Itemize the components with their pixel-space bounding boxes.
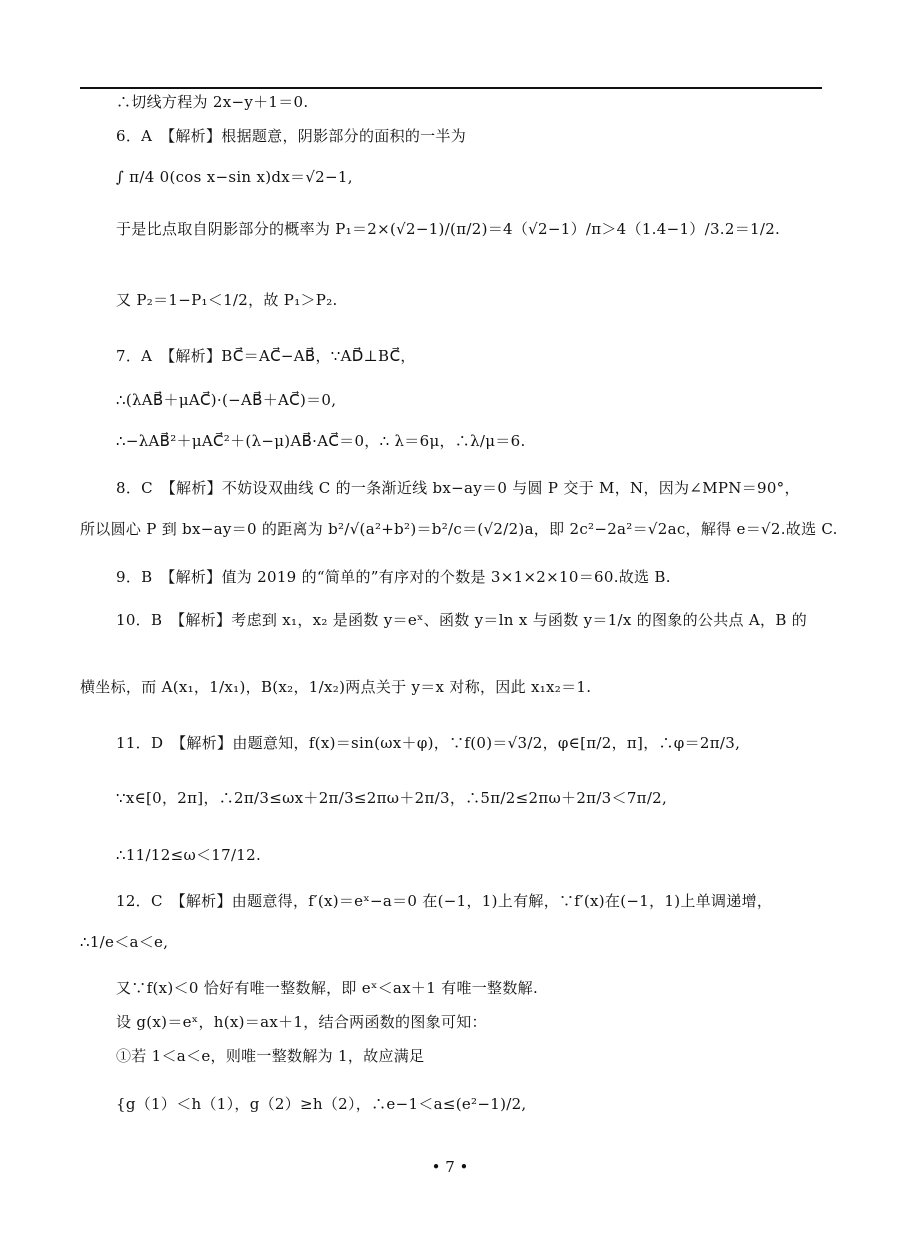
text-line: 10．B 【解析】考虑到 x₁，x₂ 是函数 y＝eˣ、函数 y＝ln x 与函数 y＝1/x 的图象的公共点 A，B 的 — [116, 611, 808, 629]
text-line: ∫ π/4 0(cos x−sin x)dx＝√2−1, — [116, 168, 353, 186]
text-line: ∴(λAB⃗＋μAC⃗)·(−AB⃗＋AC⃗)＝0, — [116, 391, 337, 409]
text-line: 又 P₂＝1−P₁＜1/2，故 P₁＞P₂. — [116, 291, 338, 309]
text-line: 12．C 【解析】由题意得，f′(x)＝eˣ−a＝0 在(−1，1)上有解，∵f′(x)在(−1，1)上单调递增， — [116, 892, 773, 910]
text-line: ①若 1＜a＜e，则唯一整数解为 1，故应满足 — [116, 1047, 425, 1065]
text-line: ∴11/12≤ω＜17/12. — [116, 846, 262, 864]
text-line: 7．A 【解析】BC⃗＝AC⃗−AB⃗，∵AD⃗⊥BC⃗， — [116, 347, 416, 365]
text-line: 设 g(x)＝eˣ，h(x)＝ax＋1，结合两函数的图象可知： — [116, 1013, 487, 1031]
text-line: 8．C 【解析】不妨设双曲线 C 的一条渐近线 bx−ay＝0 与圆 P 交于 M，N，因为∠MPN＝90°， — [116, 479, 800, 497]
text-line: ∴−λAB⃗²＋μAC⃗²＋(λ−μ)AB⃗·AC⃗＝0，∴ λ＝6μ，∴λ/μ＝6. — [116, 432, 526, 450]
text-line: 11．D 【解析】由题意知，f(x)＝sin(ωx＋φ)，∵f(0)＝√3/2，φ∈[π/2，π]，∴φ＝2π/3, — [116, 734, 741, 752]
text-line: 又∵f(x)＜0 恰好有唯一整数解，即 eˣ＜ax＋1 有唯一整数解. — [116, 979, 539, 997]
page-number: • 7 • — [431, 1158, 469, 1176]
text-line: 6．A 【解析】根据题意，阴影部分的面积的一半为 — [116, 127, 467, 145]
header-rule — [80, 87, 822, 89]
text-line: 横坐标，而 A(x₁，1/x₁)，B(x₂，1/x₂)两点关于 y＝x 对称，因此 x₁x₂＝1. — [80, 678, 592, 696]
text-line: 9．B 【解析】值为 2019 的“简单的”有序对的个数是 3×1×2×10＝60.故选 B. — [116, 568, 671, 586]
text-line: {g（1）＜h（1），g（2）≥h（2），∴e−1＜a≤(e²−1)/2, — [116, 1095, 527, 1113]
text-line: ∴切线方程为 2x−y＋1＝0. — [116, 93, 309, 111]
text-line: ∵x∈[0，2π]，∴2π/3≤ωx＋2π/3≤2πω＋2π/3，∴5π/2≤2πω＋2π/3＜7π/2, — [116, 789, 668, 807]
text-line: 所以圆心 P 到 bx−ay＝0 的距离为 b²/√(a²+b²)＝b²/c＝(√2/2)a，即 2c²−2a²＝√2ac，解得 e＝√2.故选 C. — [80, 520, 838, 538]
text-line: ∴1/e＜a＜e, — [80, 933, 169, 951]
text-line: 于是比点取自阴影部分的概率为 P₁＝2×(√2−1)/(π/2)＝4（√2−1）/π＞4（1.4−1）/3.2＝1/2. — [116, 220, 781, 238]
